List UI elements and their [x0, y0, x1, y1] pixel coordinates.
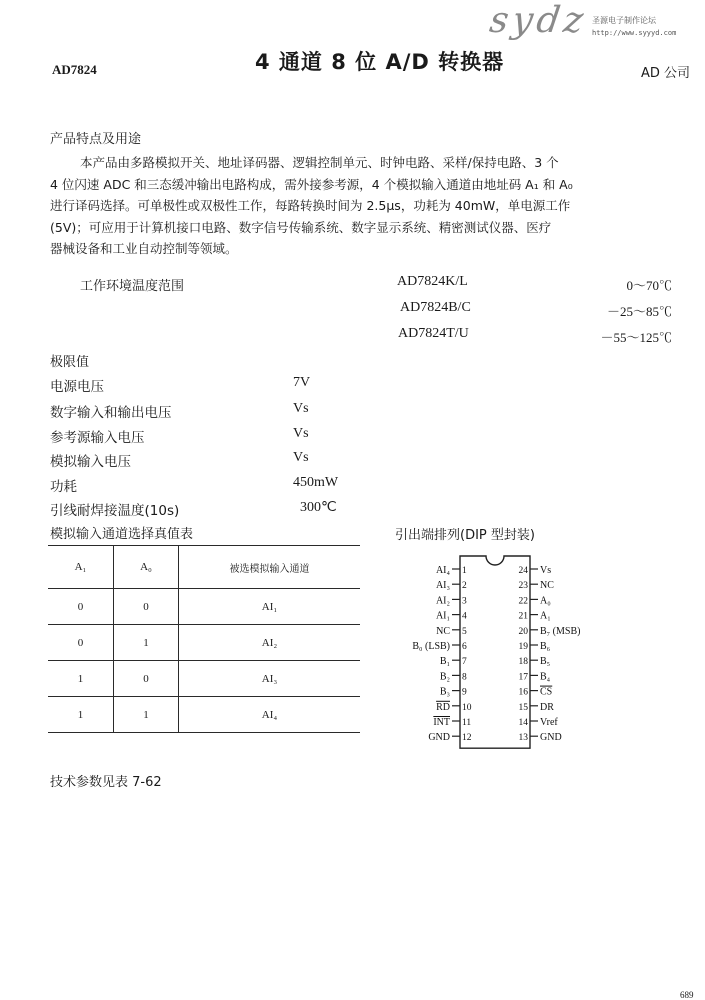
pin-name: AI₁ [435, 610, 450, 622]
features-line: 4 位闪速 ADC 和三态缓冲输出电路构成，需外接参考源，4 个模拟输入通道由地址码 A₁ 和 A₀ [50, 176, 573, 192]
pinout-title: 引出端排列(DIP 型封装) [395, 528, 535, 543]
watermark [488, 0, 705, 48]
watermark-url: http://www.syyyd.com [592, 29, 677, 37]
pin-number: 16 [518, 687, 528, 698]
truth-cell: AI₂ [179, 625, 361, 661]
pin-number: 4 [462, 611, 467, 622]
pin-name: INT [433, 717, 450, 728]
features-line: 本产品由多路模拟开关、地址译码器、逻辑控制单元、时钟电路、采样/保持电路、3 个 [80, 155, 559, 170]
temp-model: AD7824T/U [398, 326, 469, 341]
temp-model: AD7824B/C [400, 300, 471, 315]
features-line: (5V)；可应用于计算机接口电路、数字信号传输系统、数字显示系统、精密测试仪器、医疗 [50, 219, 552, 235]
pin-name: Vs [540, 565, 552, 576]
truth-table-title: 模拟输入通道选择真值表 [50, 527, 194, 542]
pin-number: 7 [462, 657, 467, 668]
limits-heading: 极限值 [50, 355, 90, 370]
pin-number: 22 [518, 596, 528, 607]
truth-cell: 1 [48, 661, 114, 697]
features-line: 进行译码选择。可单极性或双极性工作，每路转换时间为 2.5μs，功耗为 40mW，单电源工作 [50, 198, 571, 213]
pin-number: 5 [462, 626, 467, 637]
pin-name: A₀ [540, 595, 551, 607]
pin-number: 9 [462, 687, 467, 698]
truth-cell: 0 [48, 589, 114, 625]
temp-value: －55～125℃ [600, 330, 672, 345]
limit-label: 电源电压 [50, 379, 104, 395]
pin-name: GND [540, 732, 562, 744]
pin-number: 19 [518, 642, 528, 652]
truth-cell: AI₁ [179, 589, 361, 625]
pin-number: 21 [518, 611, 528, 622]
pin-number: 2 [462, 581, 467, 592]
truth-cell: 1 [48, 697, 114, 733]
pin-number: 15 [518, 702, 528, 713]
truth-cell: 1 [114, 625, 179, 661]
pin-name: A₁ [540, 610, 551, 622]
limit-value: 300℃ [300, 500, 337, 515]
features-paragraph [50, 152, 705, 260]
pin-number: 20 [518, 626, 528, 637]
limit-label: 引线耐焊接温度(10s) [50, 503, 180, 519]
truth-cell: AI₄ [179, 697, 361, 733]
pin-name: B₃ [439, 686, 450, 698]
pin-name: NC [436, 625, 450, 637]
features-heading: 产品特点及用途 [50, 132, 142, 147]
dip-package-diagram [380, 550, 620, 775]
pin-name: Vref [540, 717, 558, 728]
pin-name: B₂ [439, 671, 450, 683]
page-title: 4 通道 8 位 A/D 转换器 [255, 50, 505, 74]
footnote: 技术参数见表 7-62 [50, 775, 162, 790]
truth-header: A₀ [114, 546, 179, 589]
features-line: 器械设备和工业自动控制等领域。 [50, 241, 238, 256]
pin-number: 18 [518, 657, 528, 668]
pin-number: 8 [462, 672, 467, 683]
pin-number: 10 [462, 702, 472, 713]
temp-model: AD7824K/L [397, 274, 468, 289]
pin-name: CS [540, 686, 553, 698]
pin-name: AI₄ [435, 565, 450, 576]
pin-number: 1 [462, 566, 467, 576]
limit-value: 7V [293, 375, 311, 390]
limit-value: Vs [293, 426, 309, 441]
truth-cell: 0 [114, 589, 179, 625]
pin-name: B₆ [540, 641, 551, 652]
pin-number: 17 [518, 672, 528, 683]
limit-value: Vs [293, 450, 309, 465]
truth-cell: 0 [48, 625, 114, 661]
limit-label: 数字输入和输出电压 [50, 405, 172, 421]
table-row [48, 697, 360, 733]
pin-name: AI₂ [435, 595, 450, 607]
truth-cell: AI₃ [179, 661, 361, 697]
temp-range-label: 工作环境温度范围 [80, 279, 185, 294]
part-number: AD7824 [52, 62, 97, 77]
table-row [48, 661, 360, 697]
pin-number: 23 [518, 581, 528, 592]
pin-number: 6 [462, 642, 467, 652]
truth-header: 被选模拟输入通道 [179, 546, 361, 589]
table-row [48, 589, 360, 625]
pin-number: 14 [518, 718, 528, 728]
truth-table [48, 545, 360, 733]
pin-number: 13 [518, 733, 528, 744]
pin-number: 11 [462, 718, 472, 728]
table-row [48, 625, 360, 661]
watermark-logo: sydz [487, 0, 590, 41]
pin-number: 24 [518, 566, 528, 576]
pin-number: 12 [462, 733, 472, 744]
limit-label: 参考源输入电压 [50, 430, 145, 446]
pin-name: DR [540, 701, 554, 713]
truth-header: A₁ [48, 546, 114, 589]
pin-name: B₄ [540, 671, 551, 683]
truth-cell: 1 [114, 697, 179, 733]
limit-value: Vs [293, 401, 309, 416]
watermark-forum-name: 圣源电子制作论坛 [592, 16, 656, 25]
temp-value: 0～70℃ [626, 278, 672, 293]
pin-name: RD [436, 701, 450, 713]
pin-number: 3 [462, 596, 467, 607]
pin-name: AI₃ [435, 580, 450, 592]
limit-value: 450mW [293, 475, 339, 490]
pin-name: B₇ (MSB) [540, 625, 581, 637]
pin-name: B₅ [540, 656, 551, 668]
manufacturer: AD 公司 [641, 66, 691, 81]
limit-label: 模拟输入电压 [50, 454, 131, 470]
pin-name: B₀ (LSB) [412, 641, 450, 652]
temp-value: －25～85℃ [606, 304, 672, 319]
pin-name: B₁ [439, 656, 450, 668]
pin-name: NC [540, 580, 554, 592]
limit-label: 功耗 [50, 479, 77, 495]
page-number: 689 [680, 990, 694, 1000]
pin-name: GND [428, 732, 450, 744]
truth-cell: 0 [114, 661, 179, 697]
